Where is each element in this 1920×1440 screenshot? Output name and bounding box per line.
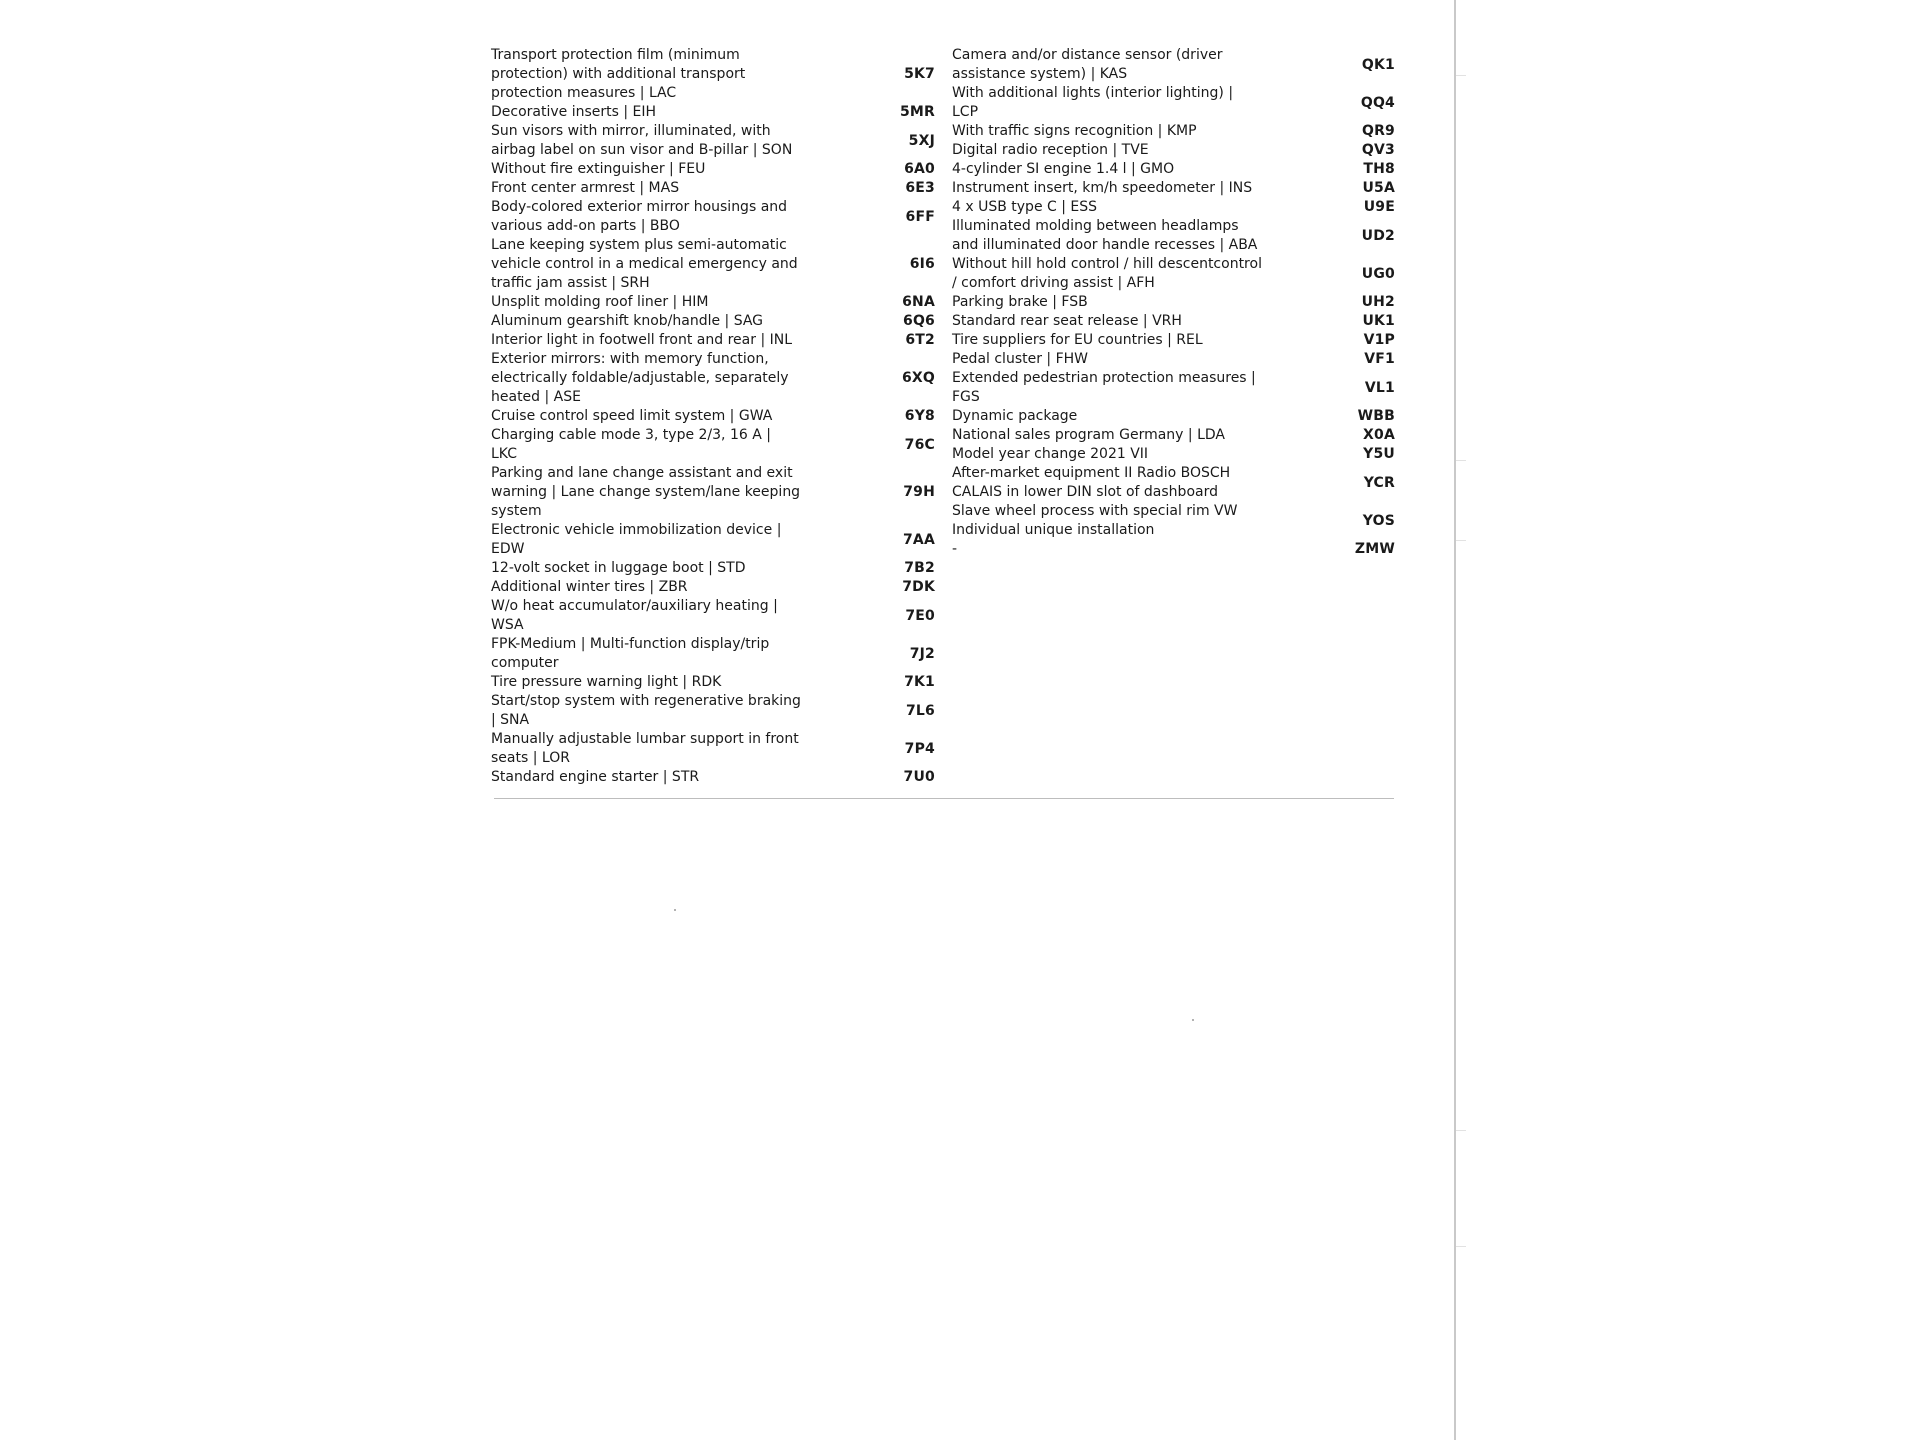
equipment-row: [952, 141, 1395, 160]
equipment-row: [491, 350, 935, 407]
equipment-code: 6T2: [905, 332, 935, 348]
equipment-row: [952, 217, 1395, 255]
equipment-code: 7E0: [905, 607, 935, 624]
equipment-description: After-market equipment II Radio BOSCH CALAIS in lower DIN slot of dashboard: [952, 465, 1231, 500]
equipment-row: [952, 464, 1395, 502]
equipment-list-right: [952, 46, 1395, 559]
equipment-code: UH2: [1361, 294, 1395, 310]
equipment-description: Tire pressure warning light | RDK: [491, 674, 722, 690]
equipment-description: Exterior mirrors: with memory function, electrically foldable/adjustable, separately heated | ASE: [491, 351, 789, 405]
bottom-divider: [494, 798, 1394, 799]
equipment-code: 7K1: [904, 674, 935, 690]
equipment-row: [491, 730, 935, 768]
equipment-description: Front center armrest | MAS: [491, 180, 680, 196]
equipment-code: WBB: [1357, 408, 1395, 424]
equipment-description: -: [952, 541, 958, 557]
equipment-code: 5XJ: [908, 132, 935, 149]
equipment-description: With traffic signs recognition | KMP: [952, 123, 1197, 139]
equipment-row: [491, 597, 935, 635]
equipment-description: W/o heat accumulator/auxiliary heating | WSA: [491, 598, 778, 633]
equipment-code: 5MR: [899, 104, 935, 120]
equipment-row: [491, 103, 935, 122]
equipment-row: [952, 369, 1395, 407]
equipment-code: 6FF: [905, 208, 935, 225]
equipment-description: Additional winter tires | ZBR: [491, 579, 688, 595]
scan-speck: [1192, 1019, 1194, 1021]
equipment-description: Model year change 2021 VII: [952, 446, 1149, 462]
equipment-description: Sun visors with mirror, illuminated, with airbag label on sun visor and B-pillar | SON: [491, 123, 793, 158]
equipment-description: Without fire extinguisher | FEU: [491, 161, 706, 177]
equipment-code: 7DK: [902, 579, 935, 595]
equipment-description: 4 x USB type C | ESS: [952, 199, 1098, 215]
equipment-row: [491, 46, 935, 103]
equipment-code: 6A0: [904, 161, 935, 177]
equipment-code: 7L6: [905, 702, 935, 719]
equipment-row: [491, 293, 935, 312]
equipment-description: Parking brake | FSB: [952, 294, 1088, 310]
equipment-code: 76C: [904, 436, 935, 453]
equipment-code: VL1: [1364, 379, 1395, 396]
equipment-description: Decorative inserts | EIH: [491, 104, 657, 120]
equipment-description: Charging cable mode 3, type 2/3, 16 A | LKC: [491, 427, 771, 462]
equipment-description: Interior light in footwell front and rear | INL: [491, 332, 793, 348]
equipment-description: 4-cylinder SI engine 1.4 l | GMO: [952, 161, 1175, 177]
equipment-description: Transport protection film (minimum protection) with additional transport protection measures | LAC: [491, 47, 746, 101]
equipment-row: [491, 673, 935, 692]
equipment-code: 7B2: [904, 560, 935, 576]
equipment-code: V1P: [1363, 332, 1395, 348]
equipment-description: Camera and/or distance sensor (driver assistance system) | KAS: [952, 47, 1223, 82]
equipment-description: Cruise control speed limit system | GWA: [491, 408, 773, 424]
equipment-code: 6E3: [905, 180, 935, 196]
equipment-code: X0A: [1363, 427, 1395, 443]
equipment-description: Pedal cluster | FHW: [952, 351, 1089, 367]
equipment-description: FPK-Medium | Multi-function display/trip computer: [491, 636, 770, 671]
equipment-description: Digital radio reception | TVE: [952, 142, 1149, 158]
equipment-row: [491, 635, 935, 673]
equipment-row: [952, 407, 1395, 426]
equipment-row: [491, 236, 935, 293]
equipment-row: [491, 198, 935, 236]
equipment-code: UK1: [1362, 313, 1395, 329]
equipment-description: Manually adjustable lumbar support in front seats | LOR: [491, 731, 799, 766]
equipment-code: 7AA: [902, 531, 935, 548]
equipment-code: U5A: [1362, 180, 1395, 196]
equipment-row: [491, 559, 935, 578]
equipment-code: 6NA: [902, 294, 935, 310]
edge-mark: [1456, 75, 1466, 76]
equipment-description: Tire suppliers for EU countries | REL: [952, 332, 1203, 348]
equipment-row: [491, 521, 935, 559]
equipment-code: UG0: [1361, 265, 1395, 282]
equipment-row: [952, 293, 1395, 312]
equipment-code: 7P4: [904, 740, 935, 757]
equipment-row: [952, 426, 1395, 445]
equipment-code: Y5U: [1363, 446, 1395, 462]
equipment-row: [491, 426, 935, 464]
equipment-row: [491, 692, 935, 730]
equipment-description: Electronic vehicle immobilization device | EDW: [491, 522, 782, 557]
equipment-row: [952, 198, 1395, 217]
equipment-code: UD2: [1361, 227, 1395, 244]
equipment-description: Standard engine starter | STR: [491, 769, 700, 785]
edge-mark: [1456, 1130, 1466, 1131]
equipment-code: QQ4: [1360, 94, 1395, 111]
equipment-row: [952, 160, 1395, 179]
equipment-description: Unsplit molding roof liner | HIM: [491, 294, 709, 310]
scan-speck: [674, 909, 676, 911]
equipment-list-left: [491, 46, 935, 787]
equipment-row: [491, 331, 935, 350]
equipment-description: Dynamic package: [952, 408, 1078, 424]
equipment-row: [952, 502, 1395, 540]
equipment-row: [952, 122, 1395, 141]
equipment-description: With additional lights (interior lighting) | LCP: [952, 85, 1234, 120]
equipment-row: [952, 350, 1395, 369]
equipment-code: ZMW: [1354, 541, 1395, 557]
equipment-row: [952, 255, 1395, 293]
equipment-description: Parking and lane change assistant and exit warning | Lane change system/lane keeping system: [491, 465, 801, 519]
edge-mark: [1456, 460, 1466, 461]
equipment-description: 12-volt socket in luggage boot | STD: [491, 560, 746, 576]
equipment-code: 7U0: [903, 769, 935, 785]
equipment-row: [952, 540, 1395, 559]
equipment-description: Aluminum gearshift knob/handle | SAG: [491, 313, 764, 329]
equipment-description: Instrument insert, km/h speedometer | INS: [952, 180, 1253, 196]
equipment-code: 79H: [903, 484, 935, 500]
equipment-code: VF1: [1364, 351, 1395, 367]
equipment-code: QV3: [1361, 142, 1395, 158]
equipment-row: [491, 160, 935, 179]
equipment-row: [491, 578, 935, 597]
page-edge-line: [1454, 0, 1456, 1440]
equipment-row: [952, 445, 1395, 464]
equipment-code: TH8: [1363, 161, 1395, 177]
equipment-code: YOS: [1362, 512, 1395, 529]
equipment-code: QK1: [1361, 56, 1395, 73]
equipment-row: [491, 312, 935, 331]
equipment-row: [952, 331, 1395, 350]
equipment-description: Extended pedestrian protection measures | FGS: [952, 370, 1256, 405]
equipment-row: [491, 407, 935, 426]
equipment-description: Body-colored exterior mirror housings and various add-on parts | BBO: [491, 199, 788, 234]
equipment-description: Start/stop system with regenerative braking | SNA: [491, 693, 801, 728]
equipment-row: [952, 312, 1395, 331]
equipment-row: [952, 84, 1395, 122]
equipment-code: 5K7: [904, 66, 935, 82]
equipment-description: Standard rear seat release | VRH: [952, 313, 1182, 329]
equipment-row: [952, 46, 1395, 84]
equipment-description: National sales program Germany | LDA: [952, 427, 1225, 443]
equipment-code: YCR: [1363, 474, 1395, 491]
equipment-description: Without hill hold control / hill descentcontrol / comfort driving assist | AFH: [952, 256, 1262, 291]
equipment-code: 6Q6: [903, 313, 935, 329]
equipment-code: QR9: [1361, 123, 1395, 139]
edge-mark: [1456, 1246, 1466, 1247]
equipment-row: [491, 122, 935, 160]
equipment-code: 7J2: [909, 645, 935, 662]
edge-mark: [1456, 540, 1466, 541]
equipment-row: [491, 464, 935, 521]
equipment-row: [952, 179, 1395, 198]
equipment-row: [491, 179, 935, 198]
equipment-code: 6Y8: [904, 408, 935, 424]
equipment-code: 6I6: [909, 256, 935, 272]
equipment-row: [491, 768, 935, 787]
equipment-description: Slave wheel process with special rim VW Individual unique installation: [952, 503, 1238, 538]
equipment-description: Lane keeping system plus semi-automatic vehicle control in a medical emergency and traffic jam assist | SRH: [491, 237, 798, 291]
equipment-description: Illuminated molding between headlamps and illuminated door handle recesses | ABA: [952, 218, 1258, 253]
equipment-code: 6XQ: [901, 370, 935, 386]
equipment-code: U9E: [1363, 199, 1395, 215]
